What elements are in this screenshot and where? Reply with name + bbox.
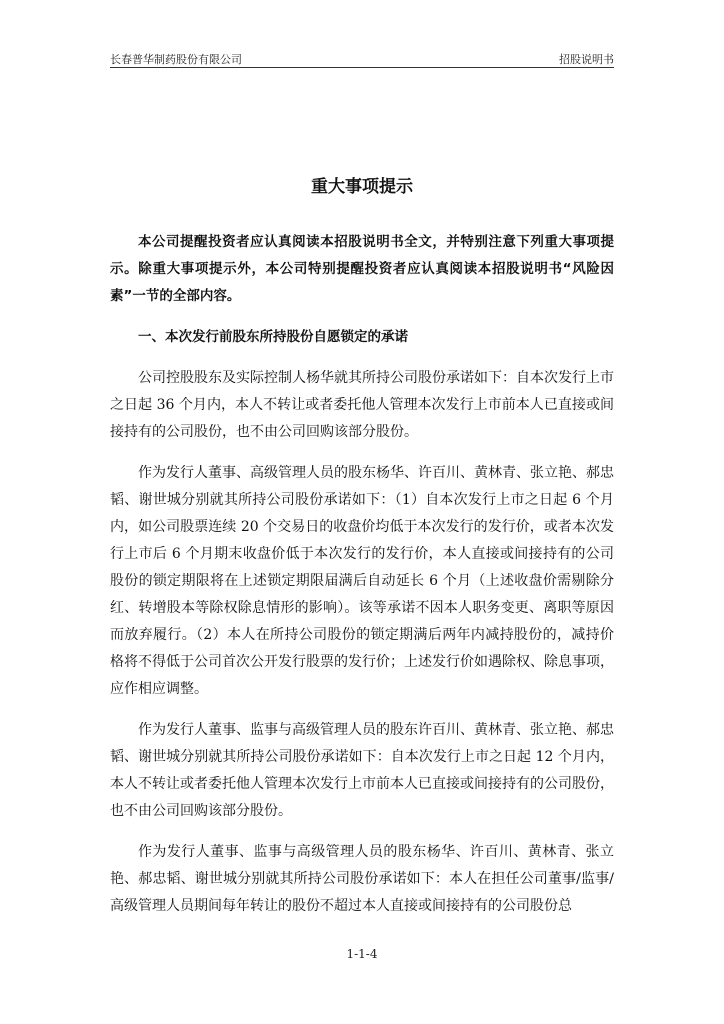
body-paragraph-3: 作为发行人董事、监事与高级管理人员的股东许百川、黄林青、张立艳、郝忠韬、谢世城分别就其所持公司股份承诺如下：自本次发行上市之日起 12 个月内，本人不转让或者委托他人管理本次发行上市前本人已直接或间接持有的公司股份，也不由公司回购该部分股份。	[110, 722, 614, 819]
page-title: 重大事项提示	[311, 177, 413, 197]
header-company-name: 长春普华制药股份有限公司	[110, 53, 242, 66]
header-document-type: 招股说明书	[559, 53, 614, 66]
body-paragraph-4: 作为发行人董事、监事与高级管理人员的股东杨华、许百川、黄林青、张立艳、郝忠韬、谢世城分别就其所持公司股份承诺如下：本人在担任公司董事/监事/高级管理人员期间每年转让的股份不超过本人直接或间接持有的公司股份总	[110, 844, 614, 914]
body-paragraph-2: 作为发行人董事、高级管理人员的股东杨华、许百川、黄林青、张立艳、郝忠韬、谢世城分别就其所持公司股份承诺如下：（1）自本次发行上市之日起 6 个月内，如公司股票连续 20 个交易日的收盘价均低于本次发行的发行价，或者本次发行上市后 6 个月期末收盘价低于本次发行的发行价，本人直接或间接持有的公司股份的锁定期限将在上述锁定期限届满后自动延长 6 个月（上述收盘价需剔除分红、转增股本等除权除息情形的影响）。该等承诺不因本人职务变更、离职等原因而放弃履行。（2）本人在所持公司股份的锁定期满后两年内减持股份的，减持价格将不得低于公司首次公开发行股票的发行价；上述发行价如遇除权、除息事项，应作相应调整。	[110, 465, 614, 697]
body-paragraph-1: 公司控股股东及实际控制人杨华就其所持公司股份承诺如下：自本次发行上市之日起 36 个月内，本人不转让或者委托他人管理本次发行上市前本人已直接或间接持有的公司股份，也不由公司回购该部分股份。	[110, 370, 614, 440]
page-number: 1-1-4	[346, 947, 378, 961]
intro-paragraph: 本公司提醒投资者应认真阅读本招股说明书全文，并特别注意下列重大事项提示。除重大事项提示外，本公司特别提醒投资者应认真阅读本招股说明书“风险因素”一节的全部内容。	[110, 234, 614, 304]
document-body	[110, 229, 614, 934]
section-heading: 一、本次发行前股东所持股份自愿锁定的承诺	[138, 329, 408, 345]
page-header	[110, 47, 614, 68]
